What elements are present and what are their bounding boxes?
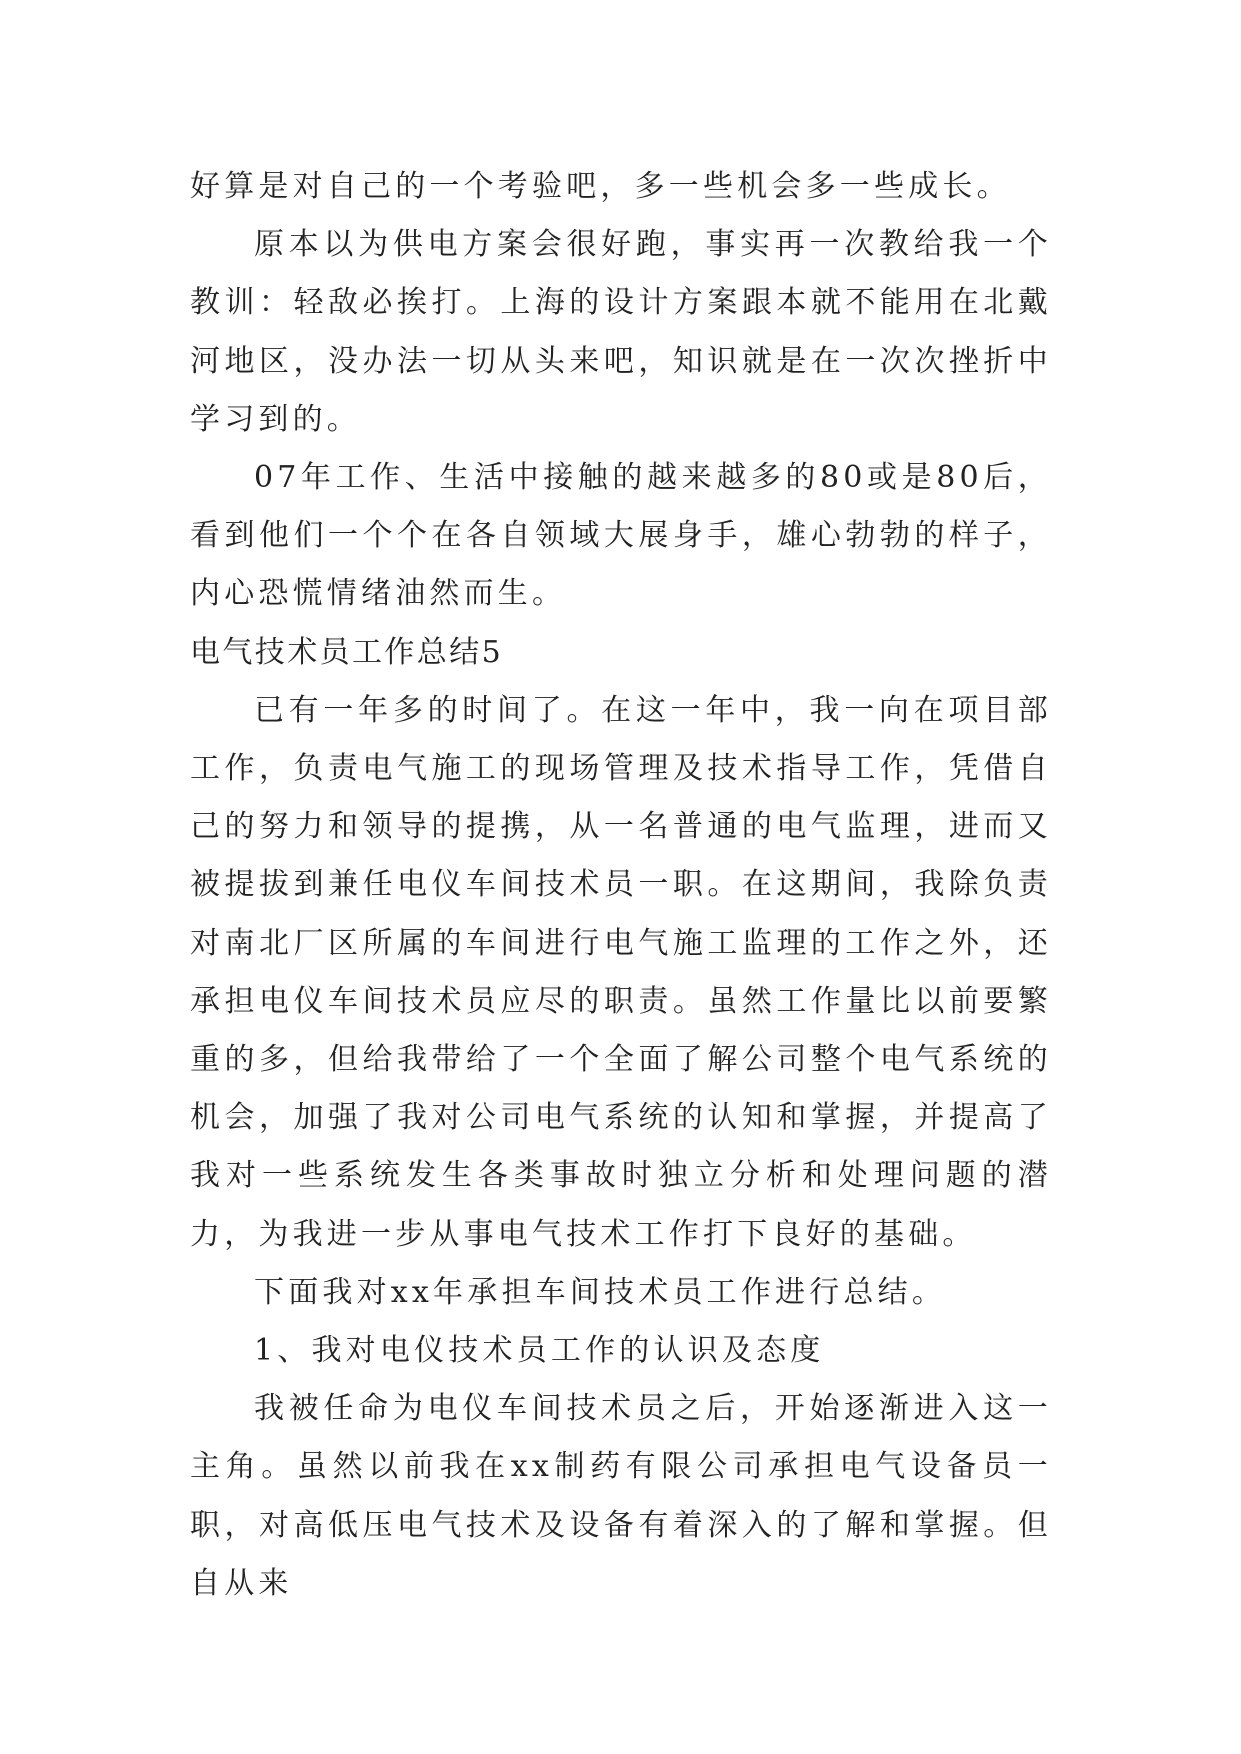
section-heading: 电气技术员工作总结5 — [190, 634, 504, 670]
paragraph-role-description: 我被任命为电仪车间技术员之后，开始逐渐进入这一主角。虽然以前我在xx制药有限公司承担电气设备员一职，对高低压电气技术及设备有着深入的了解和掌握。但自从来 — [190, 1391, 1052, 1601]
paragraph-power-supply-plan: 原本以为供电方案会很好跑，事实再一次教给我一个教训：轻敌必挨打。上海的设计方案跟本就不能用在北戴河地区，没办法一切从头来吧，知识就是在一次次挫折中学习到的。 — [190, 227, 1052, 437]
paragraph-summary-intro: 下面我对xx年承担车间技术员工作进行总结。 — [254, 1274, 947, 1310]
paragraph-continuation: 好算是对自己的一个考验吧，多一些机会多一些成长。 — [190, 169, 1011, 204]
paragraph-work-overview: 已有一年多的时间了。在这一年中，我一向在项目部工作，负责电气施工的现场管理及技术指导工作，凭借自己的努力和领导的提携，从一名普通的电气监理，进而又被提拔到兼任电仪车间技术员一职。在这期间，我除负责对南北厂区所属的车间进行电气施工监理的工作之外，还承担电仪车间技术员应尽的职责。虽然工作量比以前要繁重的多，但给我带给了一个全面了解公司整个电气系统的机会，加强了我对公司电气系统的认知和掌握，并提高了我对一些系统发生各类事故时独立分析和处理问题的潜力，为我进一步从事电气技术工作打下良好的基础。 — [190, 692, 1052, 1252]
document-body — [190, 158, 1052, 1613]
subheading-attitude: 1、我对电仪技术员工作的认识及态度 — [254, 1333, 825, 1369]
paragraph-post-80s-reflection: 07年工作、生活中接触的越来越多的80或是80后，看到他们一个个在各自领域大展身手，雄心勃勃的样子，内心恐慌情绪油然而生。 — [190, 460, 1052, 612]
